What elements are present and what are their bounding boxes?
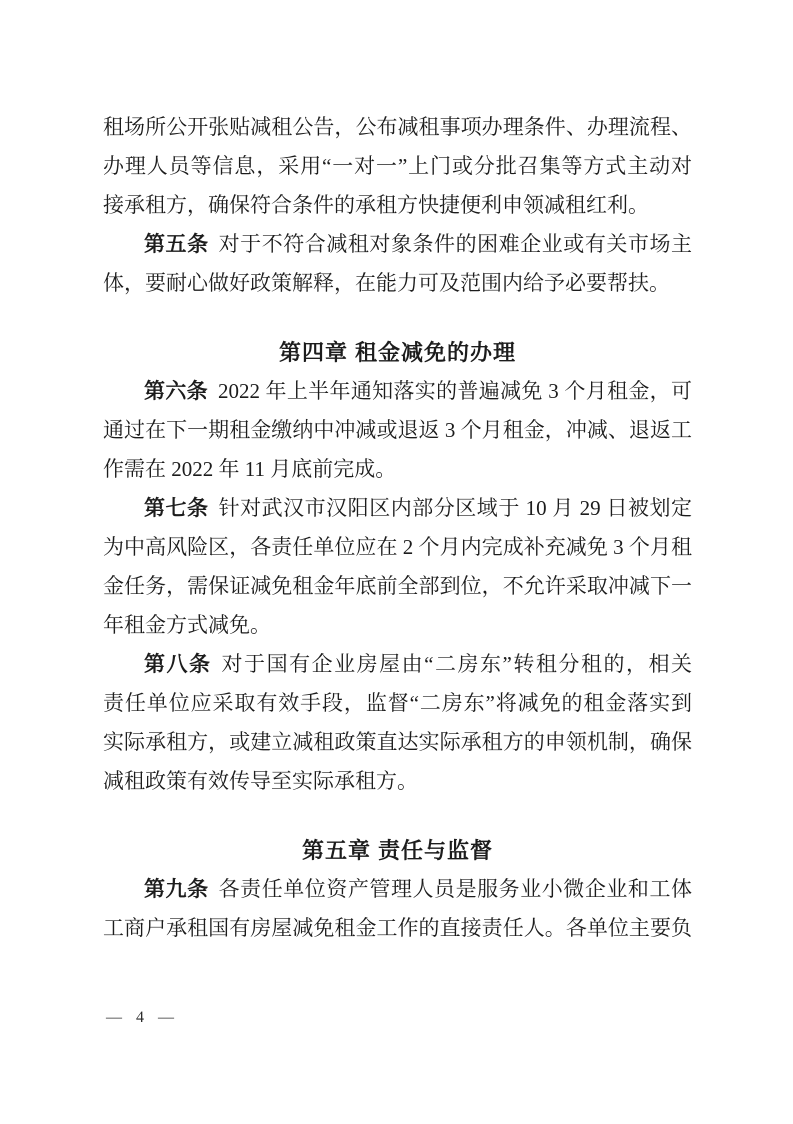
article-6 [103, 372, 692, 489]
chapter-5-heading: 第五章 责任与监督 [301, 838, 494, 863]
text-line: 减租政策有效传导至实际承租方。 [103, 769, 418, 793]
article-7-label: 第七条 [144, 497, 209, 520]
text-line: 通过在下一期租金缴纳中冲减或退返 3 个月租金，冲减、退返工 [103, 418, 692, 442]
text-line [103, 372, 692, 411]
text-line: 年租金方式减免。 [103, 613, 271, 637]
text-line [103, 645, 692, 684]
text-line: 工商户承租国有房屋减免租金工作的直接责任人。各单位主要负 [103, 916, 692, 940]
text-line: 实际承租方，或建立减租政策直达实际承租方的申领机制，确保 [103, 730, 692, 754]
article-9 [103, 870, 692, 948]
article-6-label: 第六条 [144, 380, 208, 403]
chapter-4-heading: 第四章 租金减免的办理 [278, 340, 517, 365]
article-5-first-line: 对于不符合减租对象条件的困难企业或有关市场主 [218, 232, 692, 256]
article-7 [103, 489, 692, 645]
article-6-first-line: 2022 年上半年通知落实的普遍减免 3 个月租金，可 [217, 379, 692, 403]
text-line: 作需在 2022 年 11 月底前完成。 [103, 457, 397, 481]
paragraph-continuation [103, 108, 692, 225]
text-line [103, 870, 692, 909]
page-number: — 4 — [106, 1009, 179, 1026]
text-line: 办理人员等信息，采用“一对一”上门或分批召集等方式主动对 [103, 154, 692, 178]
article-7-first-line: 针对武汉市汉阳区内部分区域于 10 月 29 日被划定 [218, 496, 693, 520]
article-8-first-line: 对于国有企业房屋由“二房东”转租分租的，相关 [221, 652, 693, 676]
article-9-label: 第九条 [144, 878, 209, 901]
article-9-first-line: 各责任单位资产管理人员是服务业小微企业和工体 [218, 877, 692, 901]
text-line [103, 489, 692, 528]
text-line: 金任务，需保证减免租金年底前全部到位，不允许采取冲减下一 [103, 574, 692, 598]
text-line [103, 225, 692, 264]
text-line: 租场所公开张贴减租公告，公布减租事项办理条件、办理流程、 [103, 115, 692, 139]
article-8 [103, 645, 692, 801]
text-line: 为中高风险区，各责任单位应在 2 个月内完成补充减免 3 个月租 [103, 535, 692, 559]
article-8-label: 第八条 [144, 653, 212, 676]
article-5-label: 第五条 [144, 233, 209, 256]
text-line: 责任单位应采取有效手段，监督“二房东”将减免的租金落实到 [103, 691, 692, 715]
text-line: 接承租方，确保符合条件的承租方快捷便利申领减租红利。 [103, 193, 649, 217]
text-line: 体，要耐心做好政策解释，在能力可及范围内给予必要帮扶。 [103, 271, 670, 295]
article-5 [103, 225, 692, 303]
